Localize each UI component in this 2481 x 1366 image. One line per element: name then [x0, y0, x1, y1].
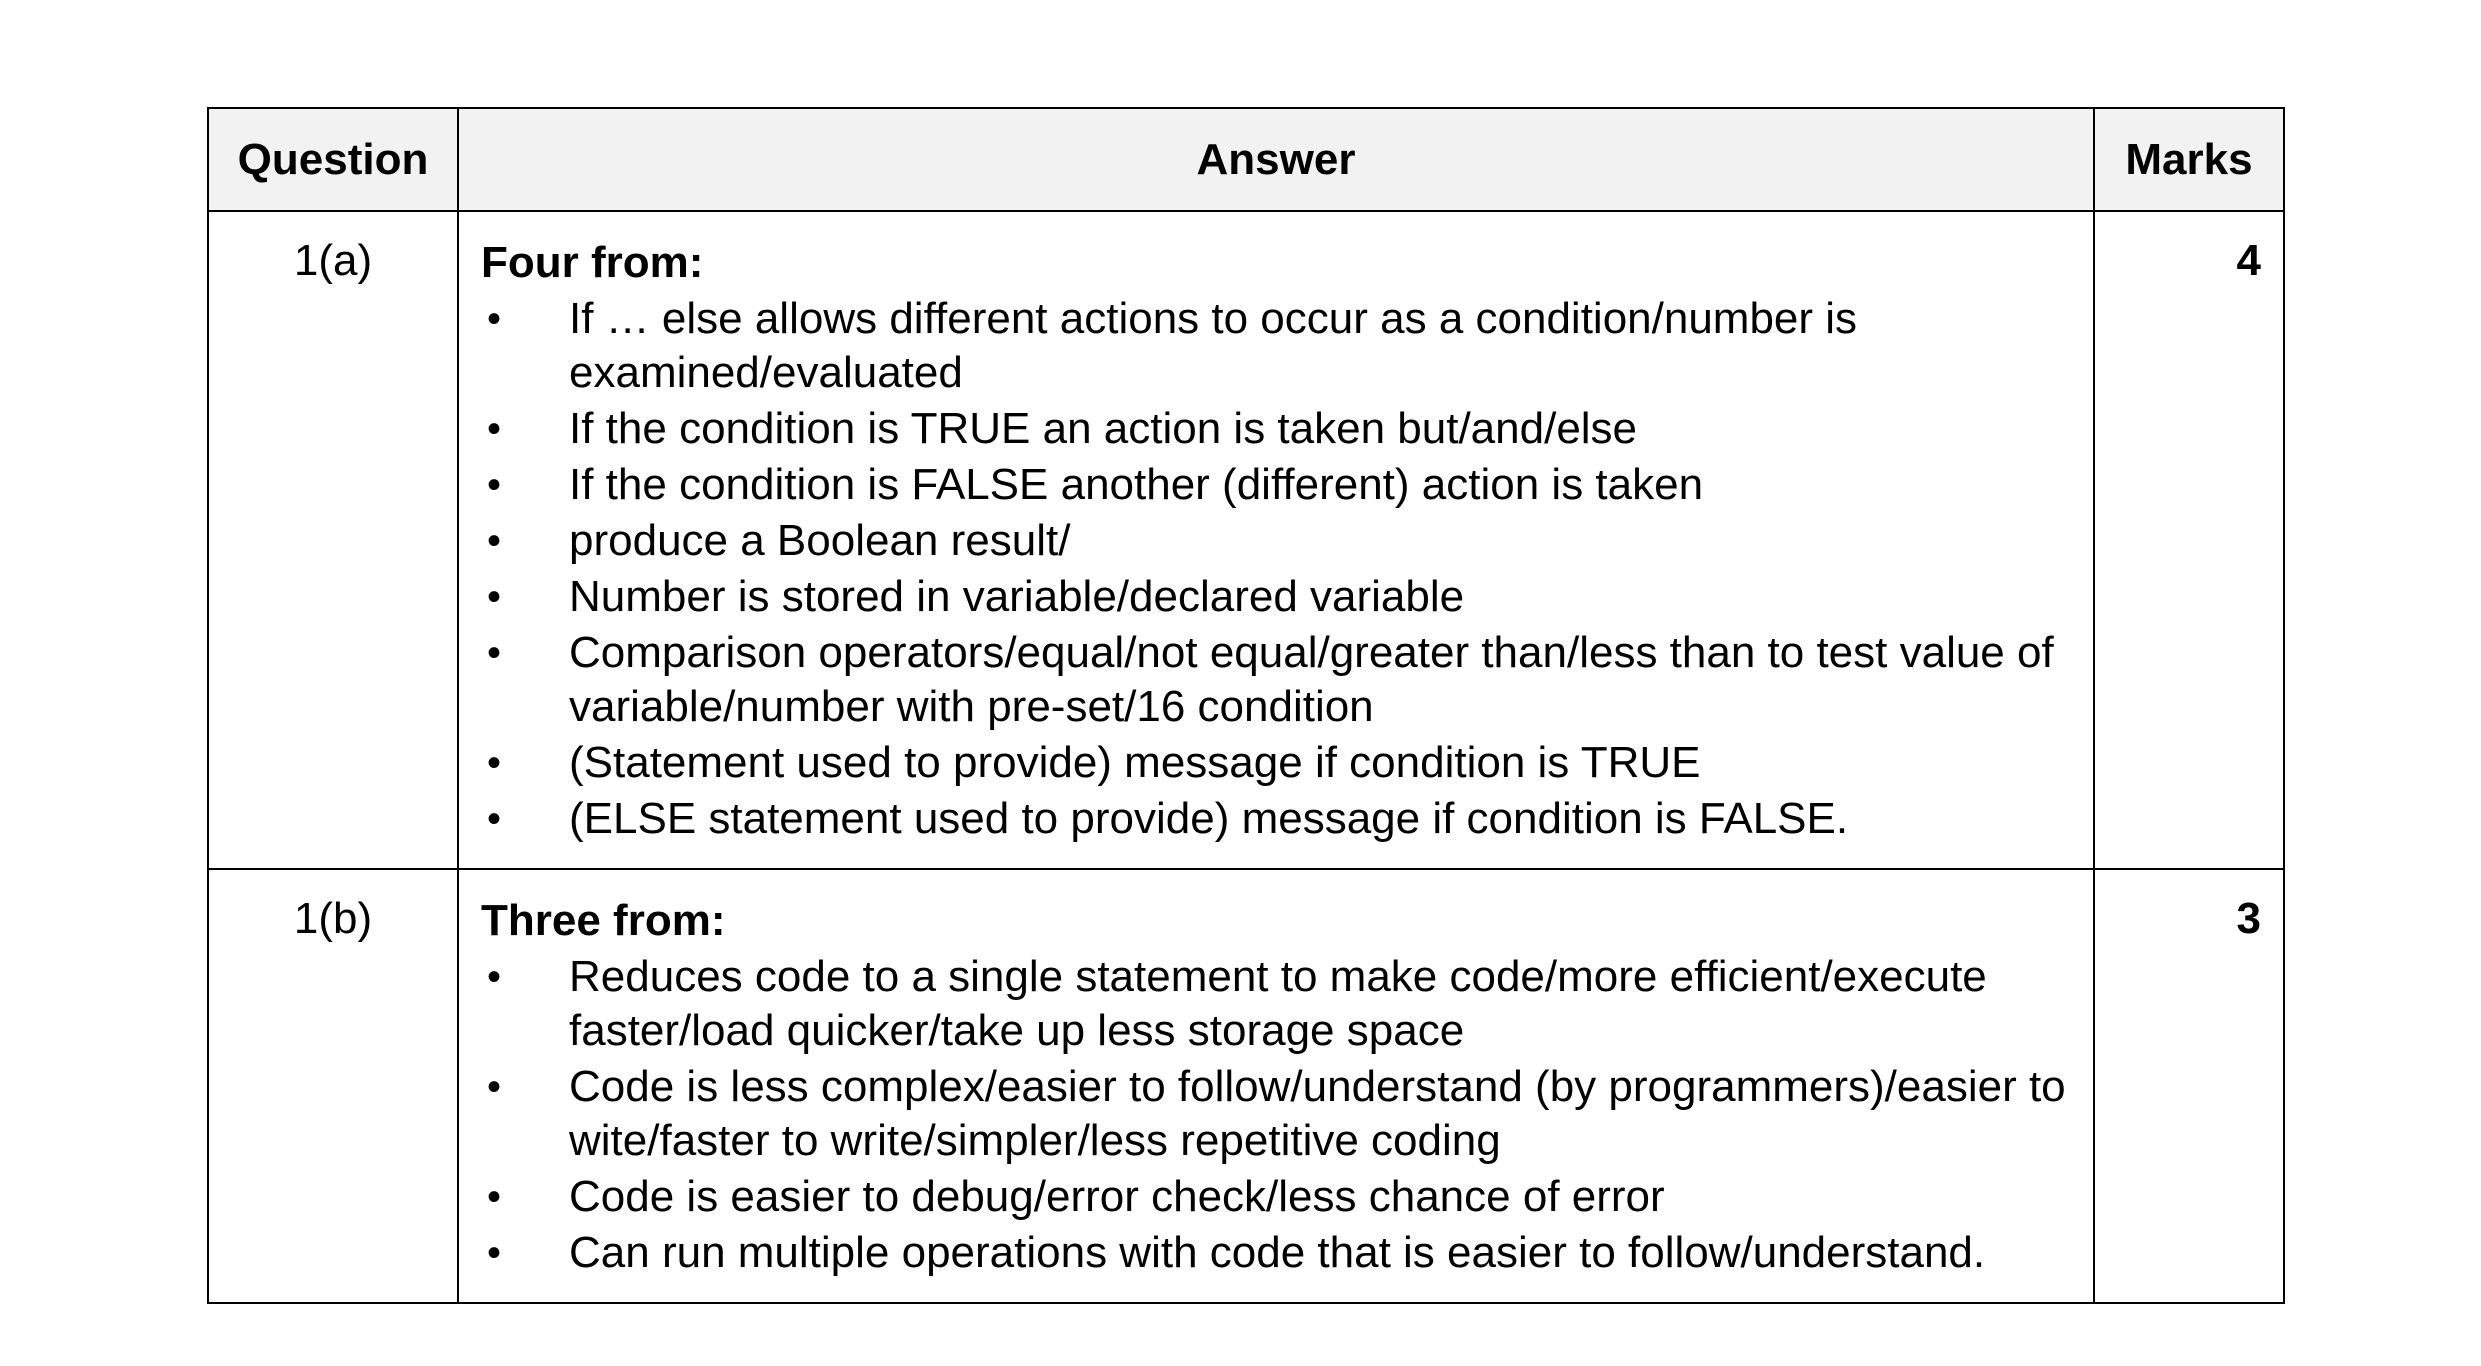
marks-value: 4 [2094, 211, 2284, 869]
bullet-icon: • [487, 1065, 502, 1109]
list-item: • Number is stored in variable/declared variable [481, 570, 2073, 624]
list-item: • (Statement used to provide) message if condition is TRUE [481, 736, 2073, 790]
list-item: • If the condition is FALSE another (different) action is taken [481, 458, 2073, 512]
question-number: 1(a) [208, 211, 458, 869]
header-marks: Marks [2094, 108, 2284, 211]
bullet-icon: • [487, 1175, 502, 1219]
bullet-icon: • [487, 297, 502, 341]
table-row [208, 869, 2284, 1303]
answer-intro: Three from: [481, 896, 726, 945]
answer-points-list [481, 950, 2073, 1280]
answer-intro: Four from: [481, 238, 704, 287]
header-answer: Answer [458, 108, 2094, 211]
header-question: Question [208, 108, 458, 211]
list-item: • (ELSE statement used to provide) message if condition is FALSE. [481, 792, 2073, 846]
bullet-icon: • [487, 955, 502, 999]
bullet-icon: • [487, 407, 502, 451]
list-item: • Reduces code to a single statement to make code/more efficient/execute faster/load quicker/take up less storage space [487, 952, 1987, 1055]
list-item: • produce a Boolean result/ [481, 514, 2073, 568]
bullet-icon: • [487, 741, 502, 785]
bullet-icon: • [487, 631, 502, 675]
marks-value: 3 [2094, 869, 2284, 1303]
bullet-icon: • [487, 1231, 502, 1275]
mark-scheme-table [207, 107, 2285, 1304]
bullet-icon: • [487, 519, 502, 563]
question-number: 1(b) [208, 869, 458, 1303]
bullet-icon: • [487, 797, 502, 841]
table-row [208, 211, 2284, 869]
list-item: • Can run multiple operations with code that is easier to follow/understand. [481, 1226, 2073, 1280]
bullet-icon: • [487, 575, 502, 619]
answer-cell [458, 211, 2094, 869]
list-item: • Code is less complex/easier to follow/understand (by programmers)/easier to wite/faster to write/simpler/less repetitive coding [487, 1062, 2066, 1165]
bullet-icon: • [487, 463, 502, 507]
list-item: • Comparison operators/equal/not equal/greater than/less than to test value of variable/number with pre-set/16 condition [487, 628, 2054, 731]
answer-points-list [481, 292, 2073, 846]
list-item: • If … else allows different actions to occur as a condition/number is examined/evaluated [487, 294, 1858, 397]
answer-cell [458, 869, 2094, 1303]
header-row [208, 108, 2284, 211]
list-item: • Code is easier to debug/error check/less chance of error [481, 1170, 2073, 1224]
list-item: • If the condition is TRUE an action is taken but/and/else [481, 402, 2073, 456]
